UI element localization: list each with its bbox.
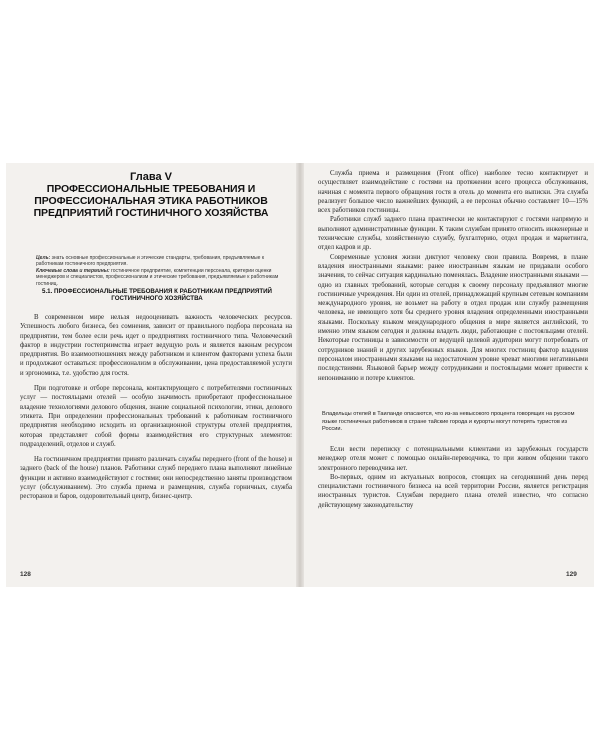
- keywords-line: [36, 268, 284, 287]
- chapter-title: ПРОФЕССИОНАЛЬНЫЕ ТРЕБОВАНИЯ И ПРОФЕССИОНАЛЬНАЯ ЭТИКА РАБОТНИКОВ ПРЕДПРИЯТИЙ ГОСТИНИЧНОГО ХОЗЯЙСТВА: [33, 183, 269, 219]
- highlight-note: Владельцы отелей в Таиланде опасаются, что из-за невысокого процента говорящих на русском языке гостиничных работников в стране тайские города и курорты могут потерять туристов из России.: [322, 411, 575, 433]
- chapter-label: Глава V: [130, 171, 172, 183]
- left-body-text: [20, 313, 292, 502]
- section-title: 5.1. ПРОФЕССИОНАЛЬНЫЕ ТРЕБОВАНИЯ К РАБОТНИКАМ ПРЕДПРИЯТИЙ ГОСТИНИЧНОГО ХОЗЯЙСТВА: [42, 288, 272, 303]
- objective-line: [36, 255, 284, 268]
- paragraph: При подготовке и отборе персонала, контактирующего с потребителями гостиничных услуг — постояльцами отелей — особую значимость приобретают профессиональное владение технологиями делового общения, знание социальной психологии, этики, делового этикета. При определении профессиональных требований к работникам гостиничного предприятия необходимо исходить из организационной структуры отелей предприятия, которая представляет собой формы взаимодействия его структурных элементов: подразделений, отделов и служб.: [20, 385, 292, 448]
- book-gutter: [296, 163, 304, 587]
- paragraph: Если вести переписку с потенциальными клиентами из зарубежных государств менеджер отеля может с помощью онлайн-переводчика, то при живом общении такого электронного переводчика нет.: [318, 446, 588, 472]
- paragraph: На гостиничном предприятии принято различать службы переднего (front of the house) и заднего (back of the house) планов. Работники служб переднего плана выполняют линейные функции и активно взаимодействуют с гостями; они непосредственно заняты производством услуг (обслуживанием). Это служба приема и размещения, служба горничных, служба ресторанов и баров, оздоровительный центр, бизнес-центр.: [20, 456, 292, 501]
- chapter-objectives: [36, 255, 284, 287]
- left-page: [6, 163, 296, 587]
- paragraph: Современные условия жизни диктуют человеку свои правила. Вовремя, в плане владения иностранными языками: ранее иностранным языкам не придавали особого значения, то сейчас ситуация кардинально поменялась. Владение иностранными языками — одно из главных требований, которые сегодня к своему персоналу предъявляют многие гостиничные учреждения. Ни один из отелей, принадлежащий крупным сетевым компаниям международного уровня, не возьмет на работу в отдел продаж или службу размещения человека, не имеющего хотя бы среднего уровня владения определенными иностранными языками. Поскольку языком международного общения в мире является английский, то именно этим языком сегодня и должны владеть люди, работающие с постояльцами отелей. Некоторые гостиницы в зависимости от ведущей целевой аудитории могут потребовать от сотрудников знаний и других зарубежных языков. Для многих гостиниц фактор владения персоналом иностранными языками на недостаточном уровне чреват многими негативными последствиями. Языковой барьер между сотрудниками и постояльцами может привести к непониманию и потере клиентов.: [318, 253, 588, 382]
- objective-label: Цель:: [36, 255, 51, 261]
- right-body-text-bottom: [318, 445, 588, 510]
- keywords-label: Ключевые слова и термины:: [36, 267, 110, 274]
- keywords-text: гостиничное предприятие, компетенции персонала, критерии оценки менеджеров и специалистов, профессионализм и этические требования, предъявляемые к работникам гостиниц.: [36, 267, 279, 287]
- paragraph: В современном мире нельзя недооценивать важность человеческих ресурсов. Успешность любого бизнеса, без сомнения, зависит от правильного подбора персонала на предприятии, тем более если речь идет о предприятиях гостиничного типа. Человеческий фактор в индустрии гостеприимства играет ведущую роль и является важным ресурсом предприятия. Во взаимоотношениях между работником и клиентом факторами успеха были и продолжают оставаться: профессионализм в обслуживании, цена предоставляемой услуги и эргономика, т.е. удобство для гостя.: [20, 314, 292, 377]
- paragraph: Работники служб заднего плана практически не контактируют с гостями напрямую и выполняют административные функции. К таким службам принято относить инженерные и технические службы, хозяйственную службу, бухгалтерию, отдел продаж и маркетинга, отдел кадров и др.: [318, 216, 588, 252]
- right-body-text-top: [318, 169, 588, 383]
- paragraph: Во-первых, одним из актуальных вопросов, стоящих на сегодняшний день перед специалистами гостиничного бизнеса на всей территории России, является регистрация иностранных туристов. Службам переднего плана отелей известно, что согласно действующему законодательству: [318, 473, 588, 509]
- page-number-right: 129: [566, 571, 577, 578]
- right-page: [304, 163, 594, 587]
- page-number-left: 128: [20, 571, 31, 578]
- objective-text: знать основные профессиональные и этические стандарты, требования, предъявляемые к работникам гостиничного предприятия.: [36, 255, 265, 268]
- paragraph: Служба приема и размещения (Front office) наиболее тесно контактирует и осуществляет взаимодействие с гостями на протяжении всего процесса обслуживания, начиная с момента первого обращения гостя в отель до момента его выписки. Эта служба реализует большое число важнейших функций, а ее персонал обычно составляет 10—15% всех работников гостиницы.: [318, 170, 588, 215]
- chapter-heading: [16, 171, 286, 219]
